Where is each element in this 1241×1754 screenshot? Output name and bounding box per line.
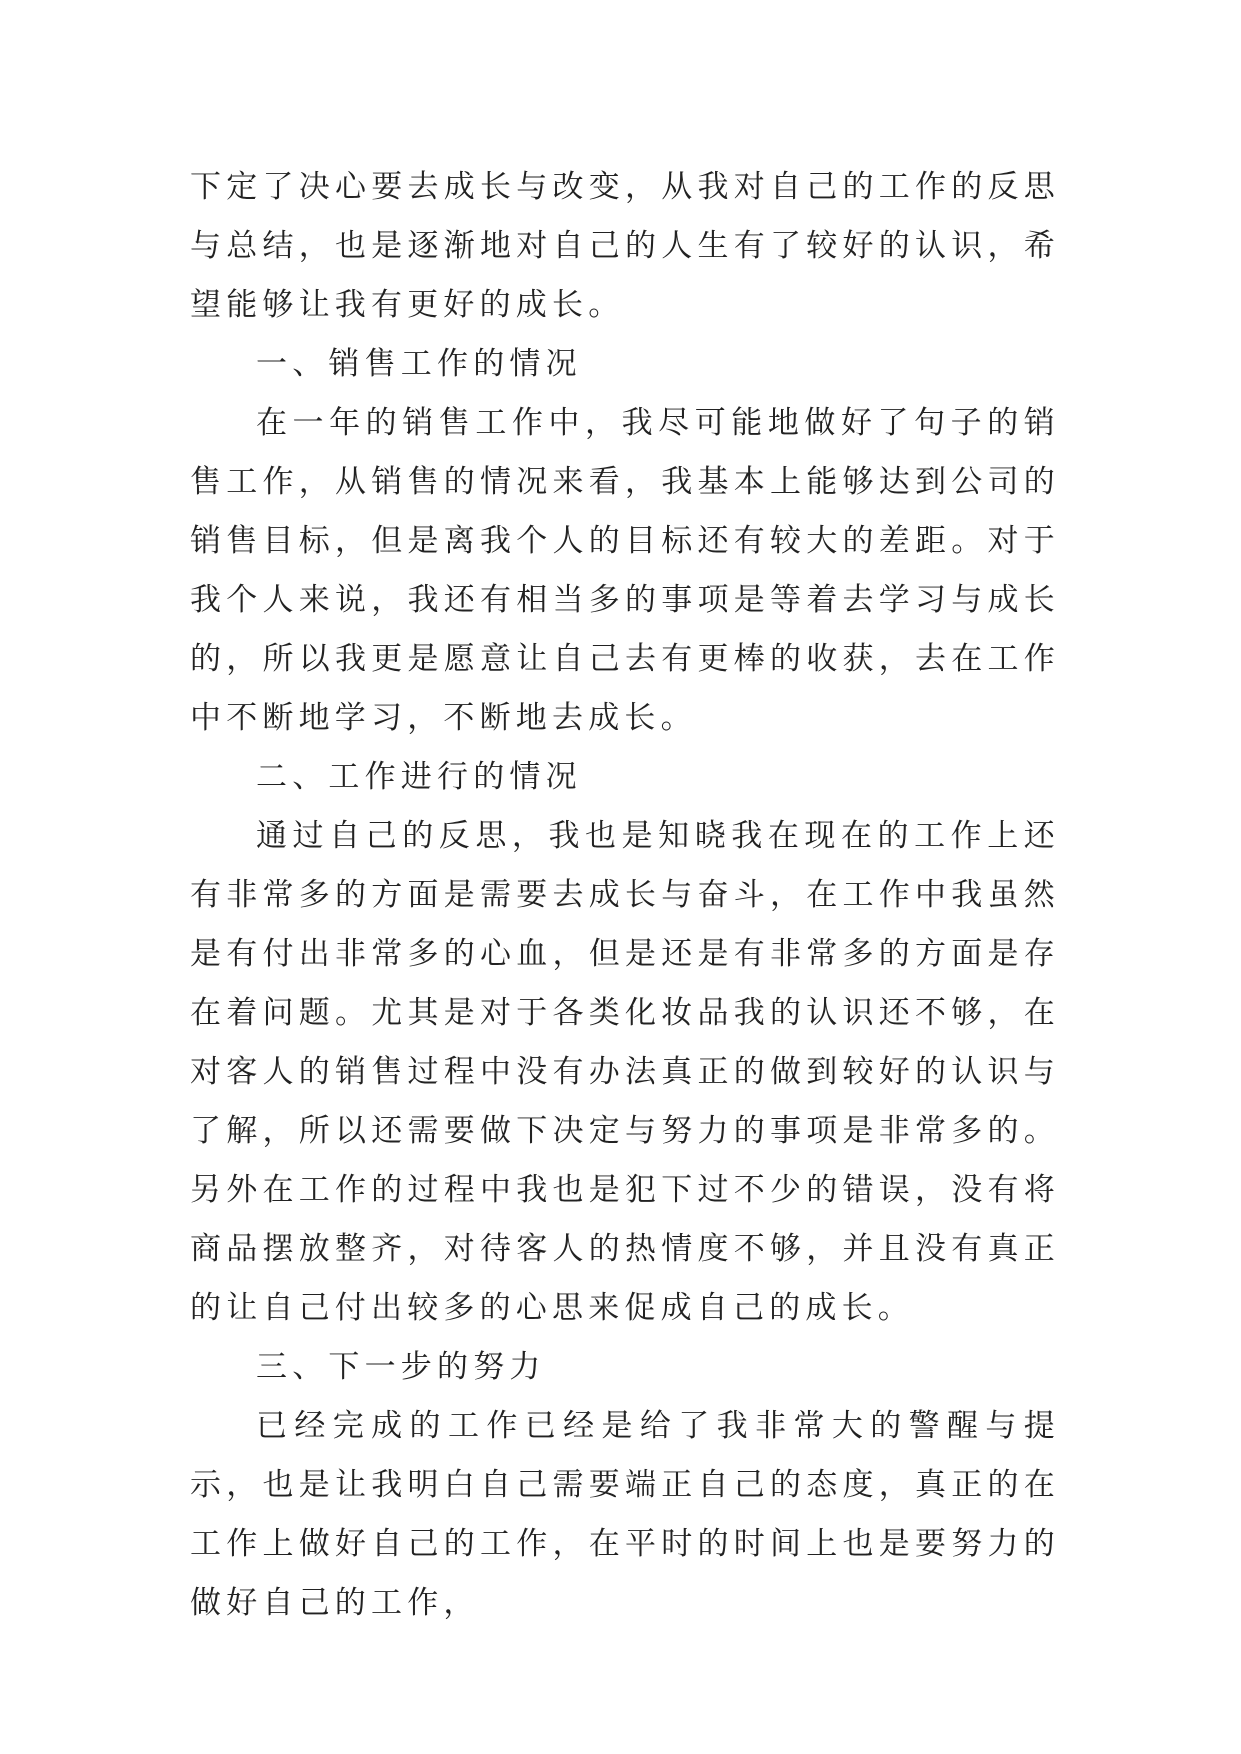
section-heading-1: 一、销售工作的情况 — [256, 346, 582, 382]
paragraph-work-progress: 通过自己的反思，我也是知晓我在现在的工作上还有非常多的方面是需要去成长与奋斗，在工作中我虽然是有付出非常多的心血，但是还是有非常多的方面是存在着问题。尤其是对于各类化妆品我的认识还不够，在对客人的销售过程中没有办法真正的做到较好的认识与了解，所以还需要做下决定与努力的事项是非常多的。另外在工作的过程中我也是犯下过不少的错误，没有将商品摆放整齐，对待客人的热情度不够，并且没有真正的让自己付出较多的心思来促成自己的成长。 — [190, 818, 1060, 1326]
section-heading-2: 二、工作进行的情况 — [256, 759, 582, 795]
section-heading-3: 三、下一步的努力 — [256, 1349, 546, 1385]
paragraph-continuation: 下定了决心要去成长与改变，从我对自己的工作的反思与总结，也是逐渐地对自己的人生有了较好的认识，希望能够让我有更好的成长。 — [190, 169, 1060, 323]
paragraph-next-steps: 已经完成的工作已经是给了我非常大的警醒与提示，也是让我明白自己需要端正自己的态度，真正的在工作上做好自己的工作，在平时的时间上也是要努力的做好自己的工作， — [190, 1408, 1060, 1621]
paragraph-sales: 在一年的销售工作中，我尽可能地做好了句子的销售工作，从销售的情况来看，我基本上能够达到公司的销售目标，但是离我个人的目标还有较大的差距。对于我个人来说，我还有相当多的事项是等着去学习与成长的，所以我更是愿意让自己去有更棒的收获，去在工作中不断地学习，不断地去成长。 — [190, 405, 1060, 736]
document-body — [190, 158, 1060, 1633]
